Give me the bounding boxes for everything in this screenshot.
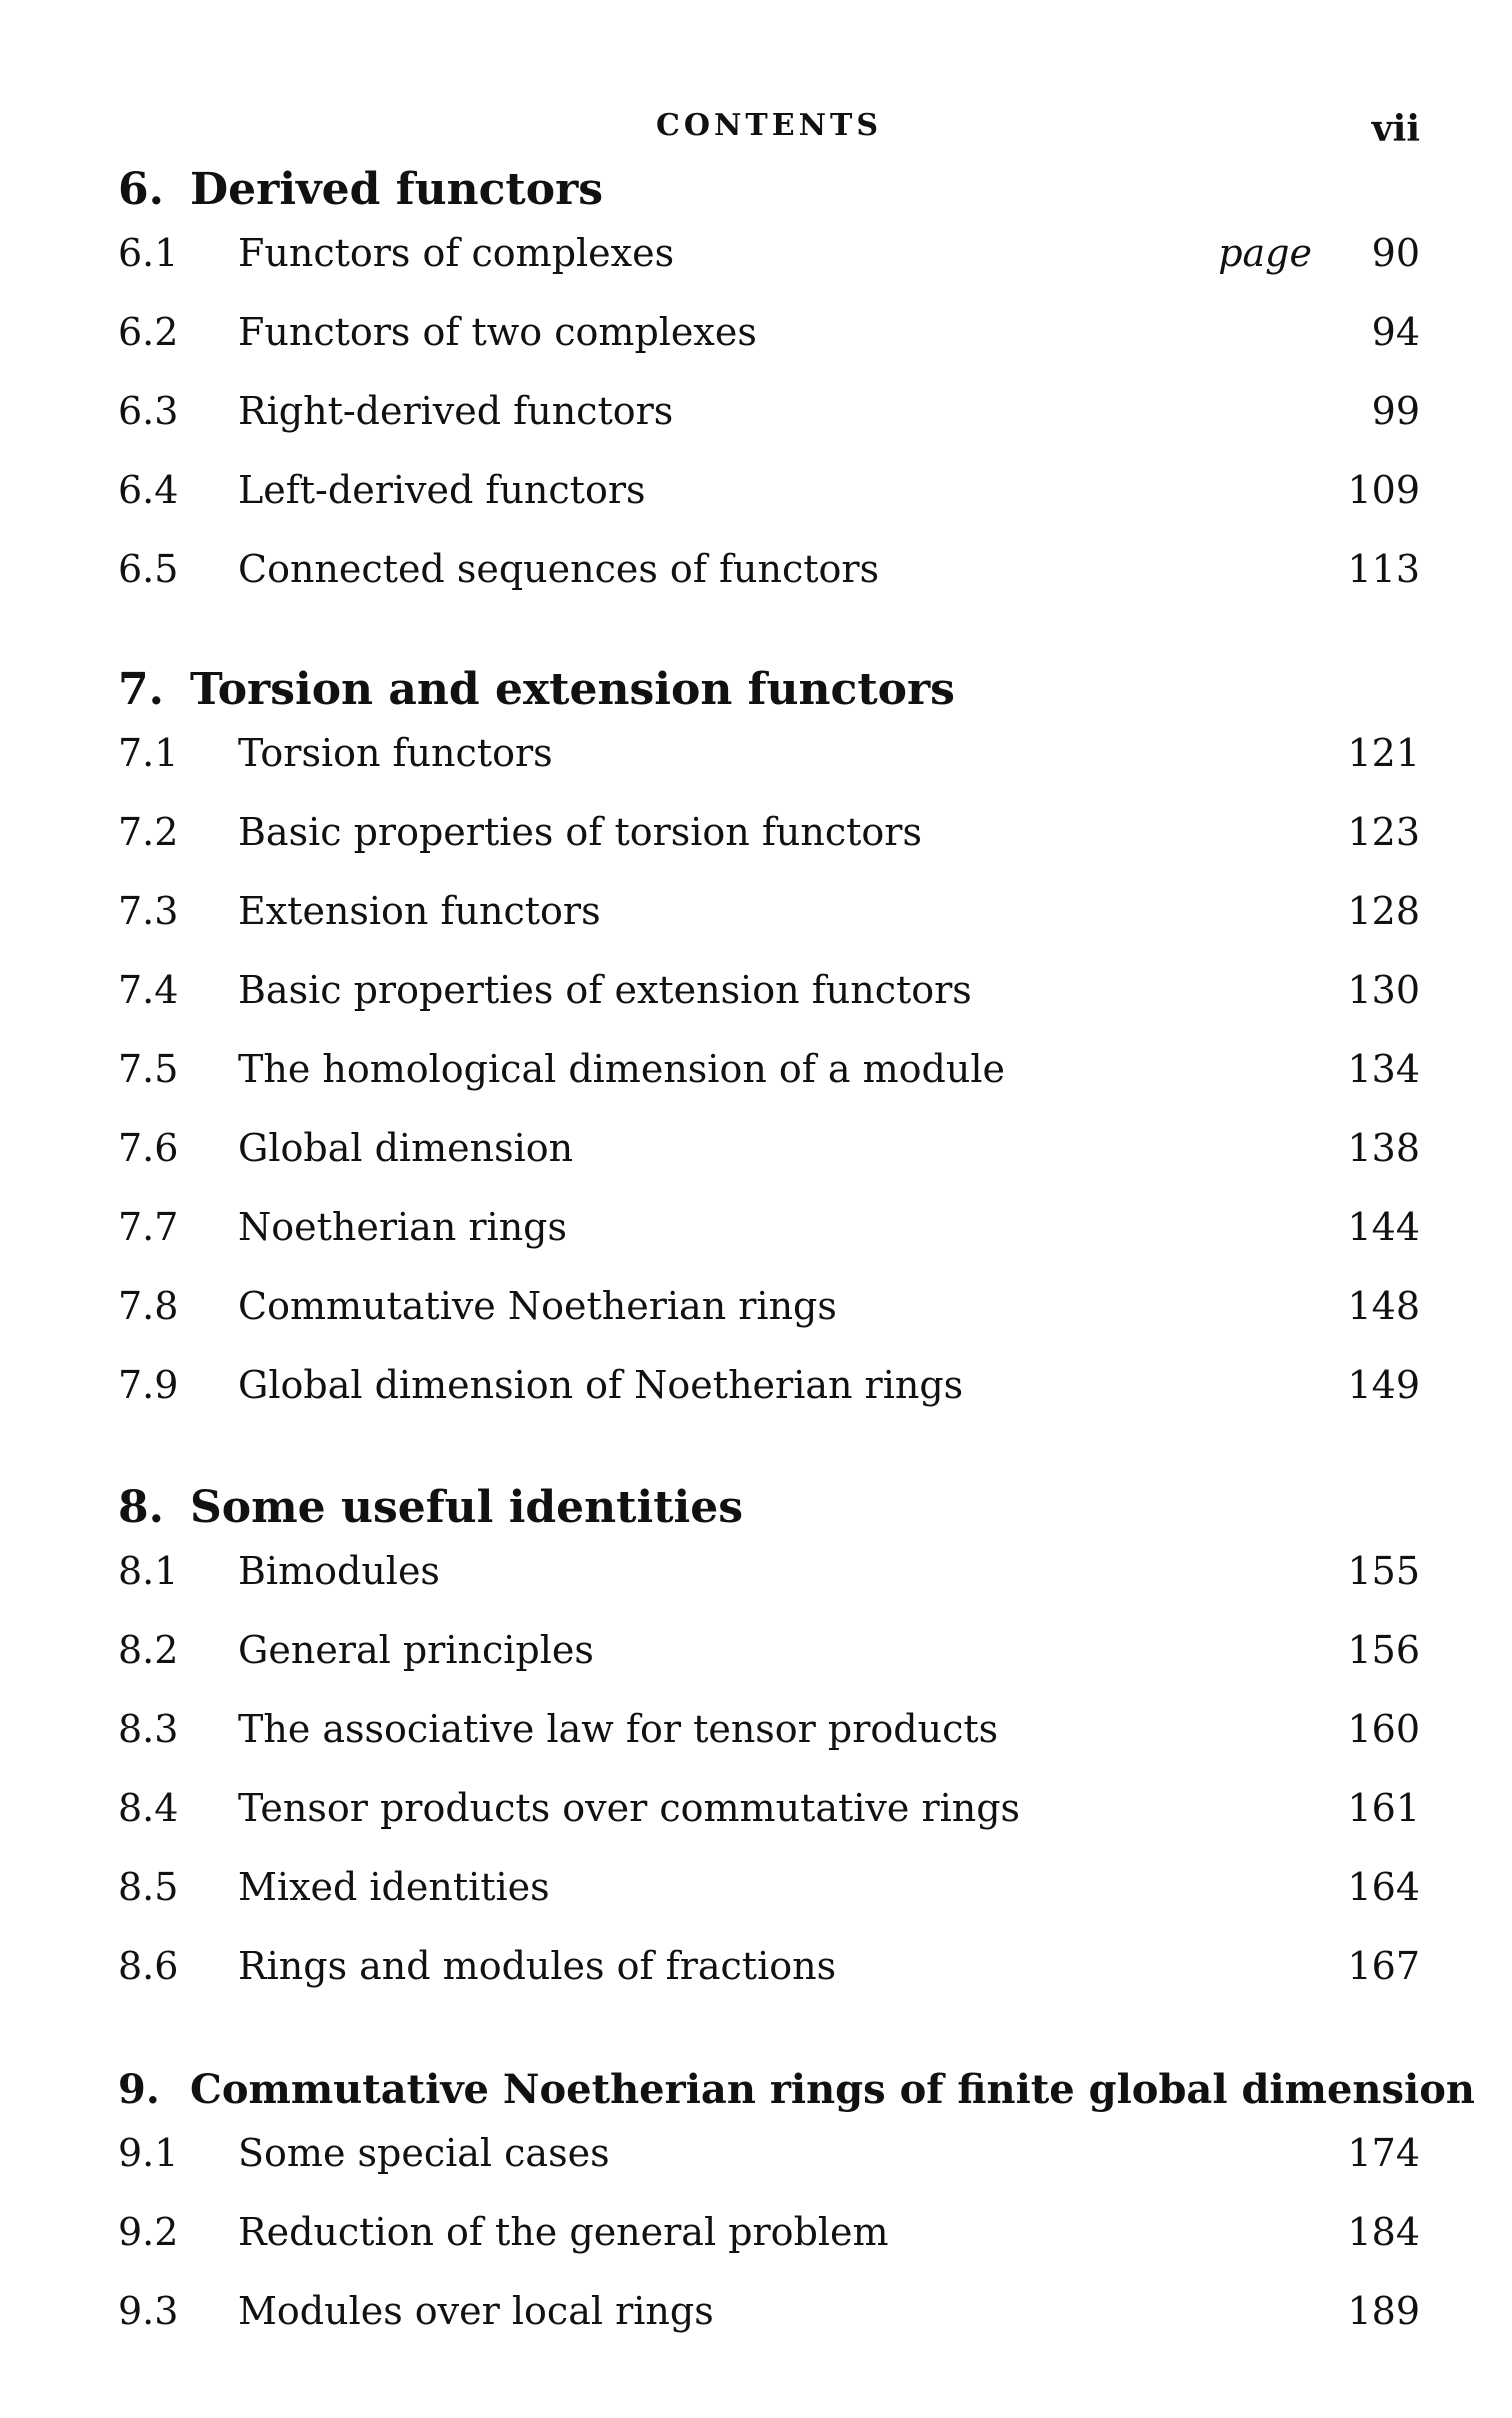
entry-number: 7.9 xyxy=(118,1363,179,1407)
entry-number: 8.1 xyxy=(118,1549,179,1593)
entry-number: 7.1 xyxy=(118,731,179,775)
section-9 xyxy=(118,2060,1475,2365)
toc-entry[interactable] xyxy=(118,307,1420,386)
entry-number: 9.1 xyxy=(118,2131,179,2175)
entry-page: 167 xyxy=(1347,1944,1420,1988)
entry-number: 9.2 xyxy=(118,2210,179,2254)
toc-entry[interactable] xyxy=(118,1123,1420,1202)
entry-page: 113 xyxy=(1347,547,1420,591)
entry-title: Connected sequences of functors xyxy=(238,547,880,591)
toc-entry[interactable] xyxy=(118,1704,1420,1783)
entry-number: 8.5 xyxy=(118,1865,179,1909)
entry-title: Modules over local rings xyxy=(238,2289,714,2333)
entry-page: 189 xyxy=(1347,2289,1420,2333)
toc-entry[interactable] xyxy=(118,1862,1420,1941)
toc-entry[interactable] xyxy=(118,1044,1420,1123)
section-8 xyxy=(118,1478,1420,2020)
entry-page: 156 xyxy=(1347,1628,1420,1672)
entry-title: Left-derived functors xyxy=(238,468,646,512)
entry-number: 8.4 xyxy=(118,1786,179,1830)
toc-entry[interactable] xyxy=(118,1783,1420,1862)
entry-title: Functors of complexes xyxy=(238,231,675,275)
running-head xyxy=(118,108,1420,148)
section-heading xyxy=(118,1478,1420,1538)
toc-entry[interactable] xyxy=(118,1546,1420,1625)
entry-title: Rings and modules of fractions xyxy=(238,1944,837,1988)
entry-page: 130 xyxy=(1347,968,1420,1012)
entry-title: Torsion functors xyxy=(238,731,553,775)
entry-title: Basic properties of extension functors xyxy=(238,968,972,1012)
entry-page: 160 xyxy=(1347,1707,1420,1751)
toc-entry[interactable] xyxy=(118,2207,1420,2286)
toc-entry[interactable] xyxy=(118,544,1420,623)
entry-number: 7.7 xyxy=(118,1205,179,1249)
entry-number: 6.5 xyxy=(118,547,179,591)
entry-page: 155 xyxy=(1347,1549,1420,1593)
section-7 xyxy=(118,660,1420,1439)
entry-title: Bimodules xyxy=(238,1549,440,1593)
entry-title: Extension functors xyxy=(238,889,601,933)
entry-number: 8.3 xyxy=(118,1707,179,1751)
entry-title: Basic properties of torsion functors xyxy=(238,810,922,854)
entry-page: 128 xyxy=(1347,889,1420,933)
entry-page: 123 xyxy=(1347,810,1420,854)
entry-title: Tensor products over commutative rings xyxy=(238,1786,1021,1830)
entry-number: 9.3 xyxy=(118,2289,179,2333)
entry-number: 6.4 xyxy=(118,468,179,512)
entry-number: 6.2 xyxy=(118,310,179,354)
entry-number: 7.3 xyxy=(118,889,179,933)
toc-entry[interactable] xyxy=(118,1202,1420,1281)
entry-number: 7.6 xyxy=(118,1126,179,1170)
entry-page: 99 xyxy=(1371,389,1420,433)
entry-number: 8.2 xyxy=(118,1628,179,1672)
entry-page: 134 xyxy=(1347,1047,1420,1091)
entry-title: Functors of two complexes xyxy=(238,310,757,354)
entry-list xyxy=(118,2128,1420,2365)
section-title: Derived functors xyxy=(190,164,604,215)
entry-page: 184 xyxy=(1347,2210,1420,2254)
entry-page: 149 xyxy=(1347,1363,1420,1407)
section-number: 9. xyxy=(118,2066,160,2113)
entry-title: Commutative Noetherian rings xyxy=(238,1284,837,1328)
entry-title: Global dimension of Noetherian rings xyxy=(238,1363,964,1407)
entry-title: Right-derived functors xyxy=(238,389,674,433)
entry-page: 90 xyxy=(1371,231,1420,275)
entry-number: 6.1 xyxy=(118,231,179,275)
toc-entry[interactable] xyxy=(118,228,1420,307)
entry-title: The associative law for tensor products xyxy=(238,1707,999,1751)
toc-entry[interactable] xyxy=(118,1625,1420,1704)
entry-page: 174 xyxy=(1347,2131,1420,2175)
entry-page: 144 xyxy=(1347,1205,1420,1249)
toc-entry[interactable] xyxy=(118,386,1420,465)
section-number: 7. xyxy=(118,664,164,715)
entry-number: 6.3 xyxy=(118,389,179,433)
entry-page: 161 xyxy=(1347,1786,1420,1830)
entry-title: Global dimension xyxy=(238,1126,574,1170)
entry-page: 94 xyxy=(1371,310,1420,354)
toc-entry[interactable] xyxy=(118,965,1420,1044)
entry-page: 121 xyxy=(1347,731,1420,775)
section-number: 8. xyxy=(118,1482,164,1533)
section-heading xyxy=(118,660,1420,720)
entry-list xyxy=(118,728,1420,1439)
toc-entry[interactable] xyxy=(118,1941,1420,2020)
running-title: CONTENTS xyxy=(655,108,883,143)
section-heading xyxy=(118,2060,1475,2120)
toc-entry[interactable] xyxy=(118,2286,1420,2365)
page-label: page xyxy=(1218,231,1312,275)
entry-page: 109 xyxy=(1347,468,1420,512)
toc-entry[interactable] xyxy=(118,1281,1420,1360)
entry-number: 7.8 xyxy=(118,1284,179,1328)
section-heading xyxy=(118,160,1420,220)
toc-entry[interactable] xyxy=(118,465,1420,544)
entry-title: The homological dimension of a module xyxy=(238,1047,1005,1091)
section-title: Some useful identities xyxy=(190,1482,744,1533)
entry-number: 7.4 xyxy=(118,968,179,1012)
section-number: 6. xyxy=(118,164,164,215)
entry-page: 164 xyxy=(1347,1865,1420,1909)
entry-list xyxy=(118,228,1420,623)
toc-entry[interactable] xyxy=(118,886,1420,965)
entry-page: 138 xyxy=(1347,1126,1420,1170)
entry-number: 8.6 xyxy=(118,1944,179,1988)
toc-entry[interactable] xyxy=(118,728,1420,807)
entry-title: Noetherian rings xyxy=(238,1205,567,1249)
toc-entry[interactable] xyxy=(118,2128,1420,2207)
section-title: Torsion and extension functors xyxy=(190,664,955,715)
entry-page: 148 xyxy=(1347,1284,1420,1328)
entry-title: Reduction of the general problem xyxy=(238,2210,889,2254)
entry-title: Mixed identities xyxy=(238,1865,550,1909)
toc-entry[interactable] xyxy=(118,807,1420,886)
section-title: Commutative Noetherian rings of finite global dimension xyxy=(190,2066,1475,2113)
entry-title: Some special cases xyxy=(238,2131,610,2175)
section-6 xyxy=(118,160,1420,623)
page-number: vii xyxy=(1371,108,1420,150)
entry-title: General principles xyxy=(238,1628,594,1672)
toc-entry[interactable] xyxy=(118,1360,1420,1439)
entry-list xyxy=(118,1546,1420,2020)
entry-number: 7.2 xyxy=(118,810,179,854)
entry-number: 7.5 xyxy=(118,1047,179,1091)
